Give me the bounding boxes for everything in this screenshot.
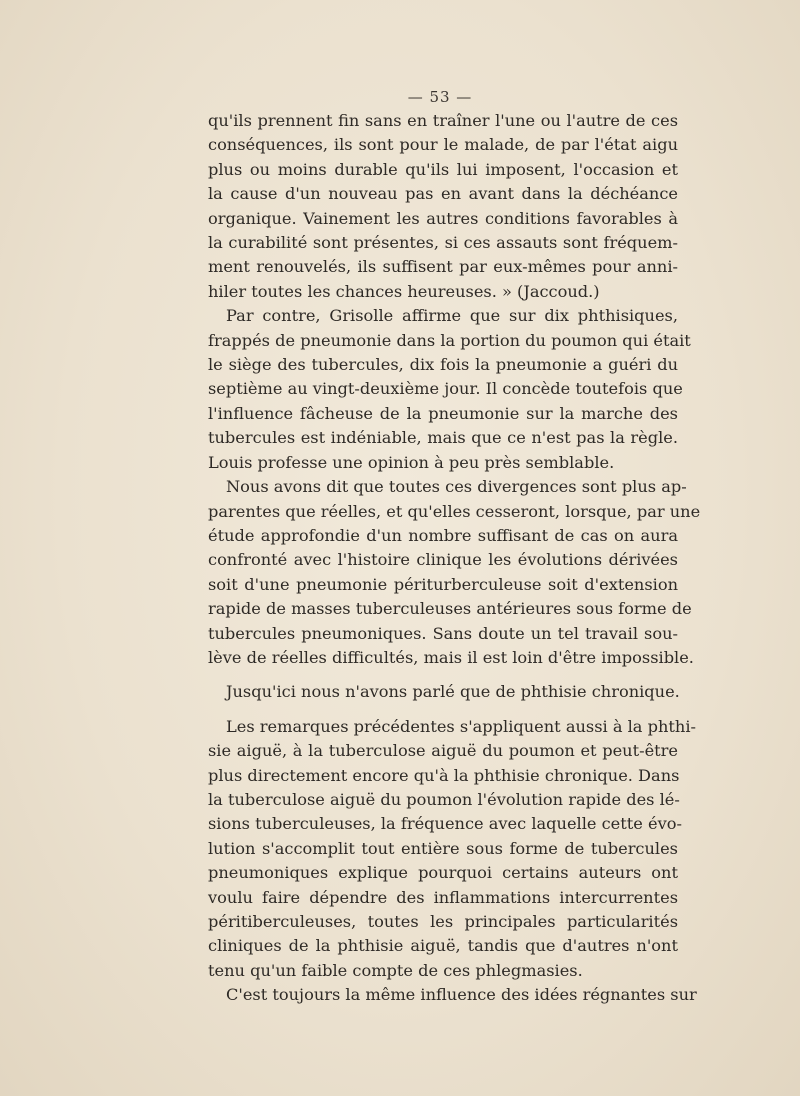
text-line: soit d'une pneumonie périturberculeuse soit d'extension (208, 574, 678, 594)
text-line: sions tuberculeuses, la fréquence avec laquelle cette évo- (208, 814, 682, 834)
text-line: rapide de masses tuberculeuses antérieures sous forme de (208, 599, 692, 619)
text-line: tubercules est indéniable, mais que ce n'est pas la règle. (208, 428, 678, 448)
paragraph-4 (208, 680, 678, 704)
text-line: la tuberculose aiguë du poumon l'évolution rapide des lé- (208, 789, 680, 809)
text-line: C'est toujours la même influence des idées régnantes sur (226, 985, 697, 1005)
text-line: tenu qu'un faible compte de ces phlegmasies. (208, 960, 583, 980)
text-line: qu'ils prennent fin sans en traîner l'une ou l'autre de ces (208, 111, 678, 130)
body-text (208, 109, 701, 1008)
text-line: Par contre, Grisolle affirme que sur dix phthisiques, (226, 306, 678, 326)
text-line: ment renouvelés, ils suffisent par eux-mêmes pour anni- (208, 257, 678, 277)
text-line: plus directement encore qu'à la phthisie chronique. Dans (208, 765, 680, 785)
text-line: Nous avons dit que toutes ces divergences sont plus ap- (226, 477, 687, 497)
paragraph-5 (208, 715, 696, 983)
paragraph-3 (208, 475, 701, 670)
paragraph-1 (208, 109, 678, 304)
text-line: la curabilité sont présentes, si ces assauts sont fréquem- (208, 233, 678, 253)
text-line: cliniques de la phthisie aiguë, tandis que d'autres n'ont (208, 936, 678, 956)
text-line: parentes que réelles, et qu'elles cesseront, lorsque, par une (208, 501, 701, 521)
text-line: plus ou moins durable qu'ils lui imposent, l'occasion et (208, 159, 678, 179)
text-line: organique. Vainement les autres conditions favorables à (208, 208, 678, 228)
text-line: lève de réelles difficultés, mais il est loin d'être impossible. (208, 647, 694, 667)
text-line: Jusqu'ici nous n'avons parlé que de phthisie chronique. (226, 682, 680, 702)
text-line: Louis professe une opinion à peu près semblable. (208, 452, 615, 472)
paragraph-6 (208, 983, 697, 1007)
text-line: hiler toutes les chances heureuses. » (Jaccoud.) (208, 281, 600, 301)
text-line: confronté avec l'histoire clinique les évolutions dérivées (208, 550, 678, 570)
text-line: septième au vingt-deuxième jour. Il concède toutefois que (208, 379, 683, 399)
text-line: l'influence fâcheuse de la pneumonie sur la marche des (208, 403, 678, 423)
text-line: sie aiguë, à la tuberculose aiguë du poumon et peut-être (208, 741, 678, 761)
text-line: pneumoniques explique pourquoi certains auteurs ont (208, 863, 678, 883)
text-line: lution s'accomplit tout entière sous forme de tubercules (208, 838, 678, 858)
text-line: péritiberculeuses, toutes les principales particularités (208, 912, 678, 931)
text-line: frappés de pneumonie dans la portion du poumon qui était (208, 330, 691, 350)
text-line: conséquences, ils sont pour le malade, de par l'état aigu (208, 135, 678, 155)
text-line: Les remarques précédentes s'appliquent aussi à la phthi- (226, 716, 696, 736)
page-number: — 53 — (407, 88, 473, 106)
text-line: le siège des tubercules, dix fois la pneumonie a guéri du (208, 355, 678, 375)
text-line: voulu faire dépendre des inflammations intercurrentes (208, 887, 678, 907)
paragraph-2 (208, 304, 691, 475)
text-line: étude approfondie d'un nombre suffisant de cas on aura (208, 525, 678, 545)
text-line: tubercules pneumoniques. Sans doute un tel travail sou- (208, 623, 678, 643)
text-line: la cause d'un nouveau pas en avant dans la déchéance (208, 184, 678, 204)
